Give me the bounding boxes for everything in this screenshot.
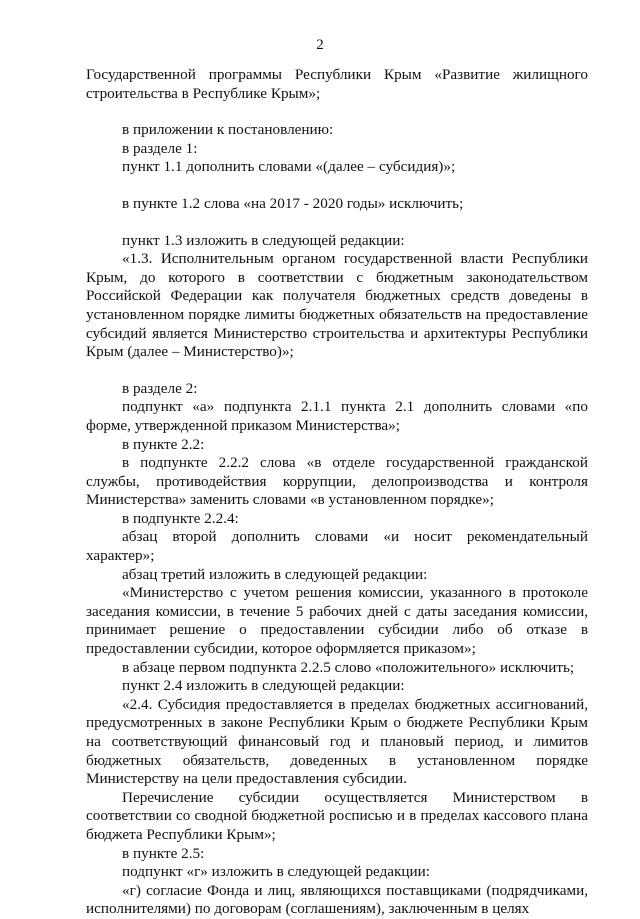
paragraph-item-1-2: в пункте 1.2 слова «на 2017 - 2020 годы» исключить; <box>122 194 464 212</box>
paragraph-section-1: в разделе 1: <box>122 139 198 157</box>
document-body <box>86 66 588 919</box>
paragraph-abzac-2: абзац второй дополнить словами «и носит рекомендательный характер»; <box>86 528 588 565</box>
paragraph-transfer: Перечисление субсидии осуществляется Министерством в соответствии со сводной бюджетной росписью и в пределах кассового плана бюджета Республики Крым»; <box>86 788 588 843</box>
paragraph-subitem-2-2-2: в подпункте 2.2.2 слова «в отделе государственной гражданской службы, противодействия коррупции, делопроизводства и контроля Министерства» заменить словами «в установленном порядке»; <box>86 454 588 509</box>
paragraph-item-2-5: в пункте 2.5: <box>122 844 205 862</box>
paragraph-subitem-g-text: «г) согласие Фонда и лиц, являющихся поставщиками (подрядчиками, исполнителями) по договорам (соглашениям), заключенным в целях <box>86 881 588 918</box>
paragraph-subitem-2-2-5: в абзаце первом подпункта 2.2.5 слово «положительного» исключить; <box>122 658 575 676</box>
paragraph-ministry-decision: «Министерство с учетом решения комиссии, указанного в протоколе заседания комиссии, в течение 5 рабочих дней с даты заседания комиссии, принимает решение о предоставлении субсидии либо об отказе в предоставлении субсидии, которое оформляется приказом»; <box>86 584 588 658</box>
paragraph-program-title: Государственной программы Республики Крым «Развитие жилищного строительства в Республике Крым»; <box>86 66 588 102</box>
paragraph-item-1-1: пункт 1.1 дополнить словами «(далее – субсидия)»; <box>122 158 456 176</box>
paragraph-item-2-4: пункт 2.4 изложить в следующей редакции: <box>122 677 405 695</box>
paragraph-section-2: в разделе 2: <box>122 379 198 397</box>
page-number: 2 <box>316 37 324 53</box>
paragraph-abzac-3: абзац третий изложить в следующей редакции: <box>122 565 428 583</box>
paragraph-item-2-2: в пункте 2.2: <box>122 435 205 453</box>
paragraph-item-2-4-text: «2.4. Субсидия предоставляется в пределах бюджетных ассигнований, предусмотренных в законе Республики Крым о бюджете Республики Крым на соответствующий финансовый год и плановый период, и лимитов бюджетных обязательств, доведенных в установленном порядке Министерству на цели предоставления субсидии. <box>86 695 588 788</box>
paragraph-item-1-3: пункт 1.3 изложить в следующей редакции: <box>122 231 405 249</box>
paragraph-subitem-2-2-4: в подпункте 2.2.4: <box>122 509 239 527</box>
paragraph-subitem-2-1-1: подпункт «а» подпункта 2.1.1 пункта 2.1 дополнить словами «по форме, утвержденной приказом Министерства»; <box>86 398 588 434</box>
paragraph-item-1-3-text: «1.3. Исполнительным органом государственной власти Республики Крым, до которого в соответствии с бюджетным законодательством Российской Федерации как получателя бюджетных средств доведены в установленном порядке лимиты бюджетных обязательств на предоставление субсидий является Министерство строительства и архитектуры Республики Крым (далее – Министерство)»; <box>86 250 588 361</box>
paragraph-appendix: в приложении к постановлению: <box>122 121 334 139</box>
paragraph-subitem-g: подпункт «г» изложить в следующей редакции: <box>122 863 431 881</box>
